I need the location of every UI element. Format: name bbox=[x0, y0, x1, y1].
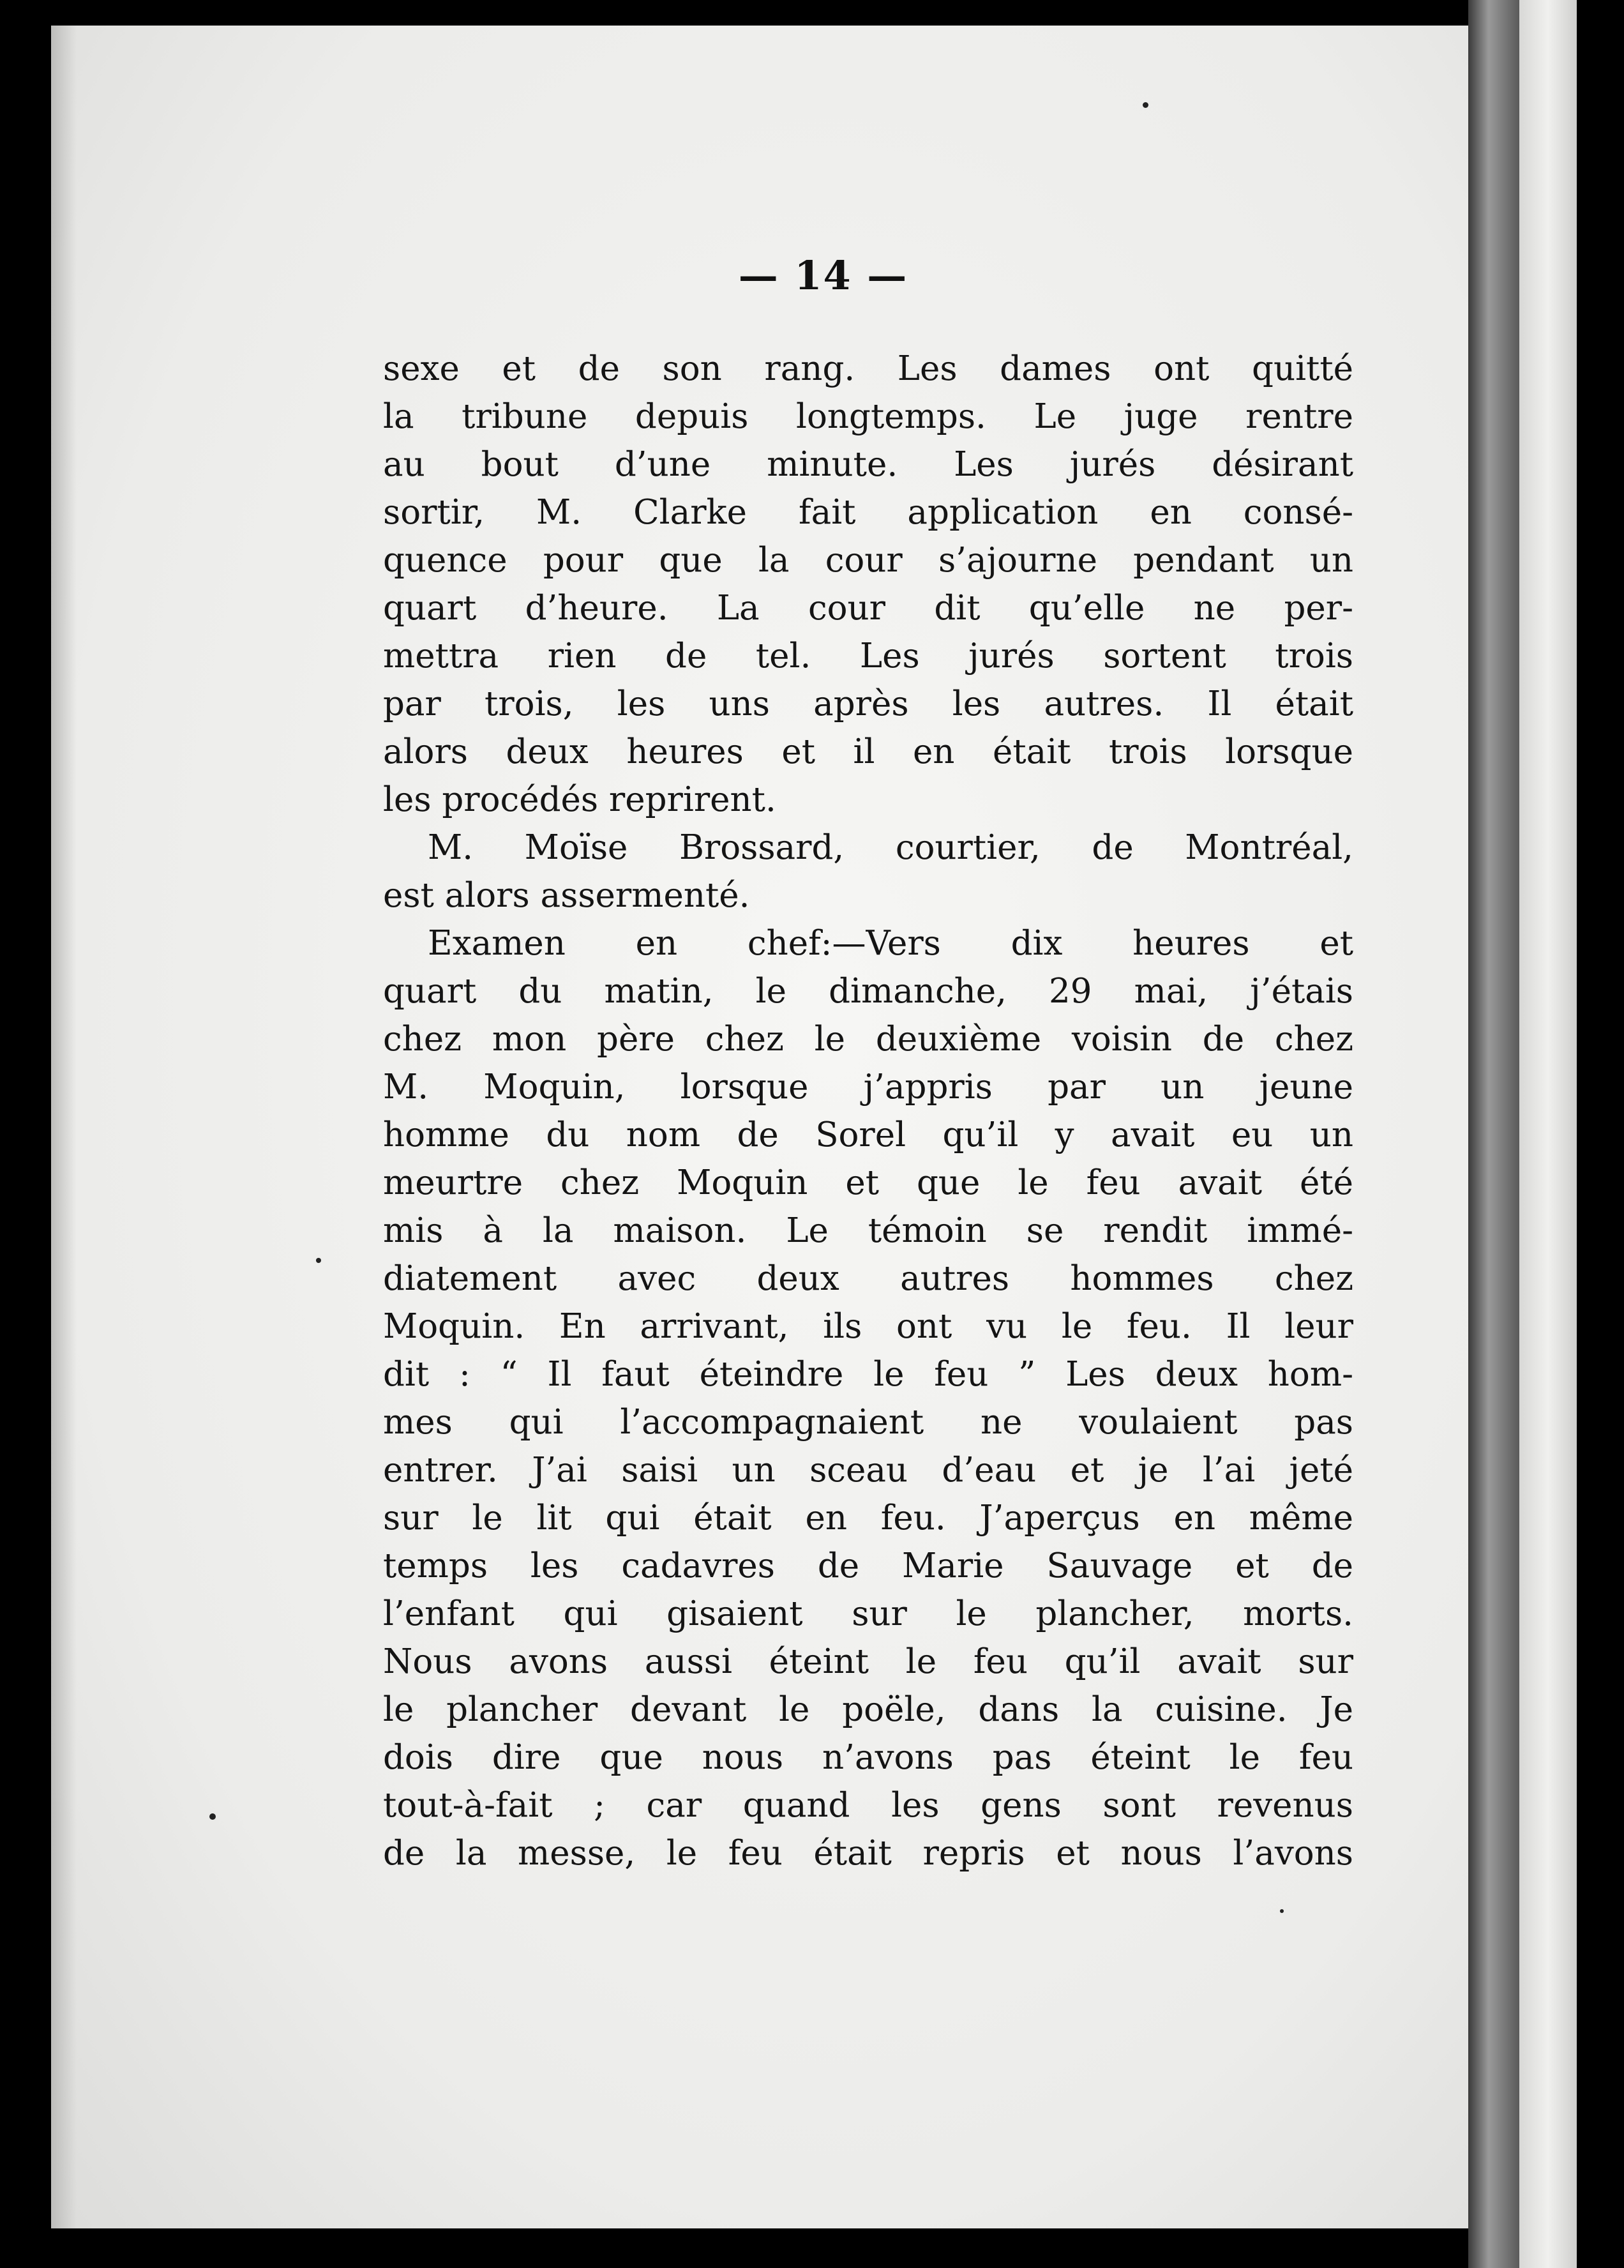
ink-speck bbox=[209, 1813, 216, 1820]
text-line: entrer. J’ai saisi un sceau d’eau et je l’ai jeté bbox=[383, 1451, 1353, 1490]
text-line: les procédés reprirent. bbox=[383, 780, 776, 819]
text-line: alors deux heures et il en était trois lorsque bbox=[383, 732, 1353, 771]
text-line: quart du matin, le dimanche, 29 mai, j’étais bbox=[383, 972, 1353, 1011]
text-line: mis à la maison. Le témoin se rendit immé- bbox=[383, 1211, 1353, 1250]
text-line: sur le lit qui était en feu. J’aperçus en même bbox=[383, 1499, 1353, 1538]
text-line: homme du nom de Sorel qu’il y avait eu un bbox=[383, 1115, 1353, 1154]
text-line: sortir, M. Clarke fait application en consé- bbox=[383, 493, 1353, 532]
text-line: sexe et de son rang. Les dames ont quitté bbox=[383, 349, 1353, 388]
text-line: dois dire que nous n’avons pas éteint le feu bbox=[383, 1738, 1353, 1777]
book-spine-edge bbox=[1468, 0, 1519, 2268]
text-line: chez mon père chez le deuxième voisin de chez bbox=[383, 1020, 1353, 1059]
text-line: au bout d’une minute. Les jurés désirant bbox=[383, 445, 1353, 484]
facing-page-edge bbox=[1519, 0, 1577, 2268]
text-line: M. Moquin, lorsque j’appris par un jeune bbox=[383, 1068, 1353, 1107]
ink-speck bbox=[1143, 102, 1148, 108]
text-line: diatement avec deux autres hommes chez bbox=[383, 1259, 1353, 1298]
text-line: le plancher devant le poële, dans la cuisine. Je bbox=[383, 1690, 1353, 1729]
text-line: quart d’heure. La cour dit qu’elle ne per- bbox=[383, 589, 1353, 628]
text-line: temps les cadavres de Marie Sauvage et de bbox=[383, 1546, 1353, 1585]
text-line: par trois, les uns après les autres. Il était bbox=[383, 684, 1353, 723]
text-line: la tribune depuis longtemps. Le juge rentre bbox=[383, 397, 1353, 436]
text-line: l’enfant qui gisaient sur le plancher, morts. bbox=[383, 1594, 1353, 1633]
text-line: Moquin. En arrivant, ils ont vu le feu. Il leur bbox=[383, 1307, 1353, 1346]
page-shadow bbox=[51, 26, 77, 2228]
text-line: mes qui l’accompagnaient ne voulaient pas bbox=[383, 1403, 1353, 1442]
text-line: est alors assermenté. bbox=[383, 876, 750, 915]
ink-speck bbox=[316, 1258, 321, 1263]
text-line: quence pour que la cour s’ajourne pendant un bbox=[383, 541, 1353, 580]
text-line: Nous avons aussi éteint le feu qu’il avait sur bbox=[383, 1642, 1353, 1681]
text-line: de la messe, le feu était repris et nous l’avons bbox=[383, 1834, 1353, 1873]
text-line: mettra rien de tel. Les jurés sortent trois bbox=[383, 637, 1353, 676]
ink-speck bbox=[1280, 1909, 1284, 1913]
text-line: tout-à-fait ; car quand les gens sont revenus bbox=[383, 1786, 1353, 1825]
text-line: meurtre chez Moquin et que le feu avait été bbox=[383, 1163, 1353, 1202]
text-line: dit : “ Il faut éteindre le feu ” Les deux hom- bbox=[383, 1355, 1353, 1394]
text-line: Examen en chef:—Vers dix heures et bbox=[428, 924, 1353, 963]
page-number: — 14 — bbox=[738, 252, 908, 299]
body-text bbox=[383, 345, 1353, 1877]
text-line: M. Moïse Brossard, courtier, de Montréal, bbox=[428, 828, 1353, 867]
